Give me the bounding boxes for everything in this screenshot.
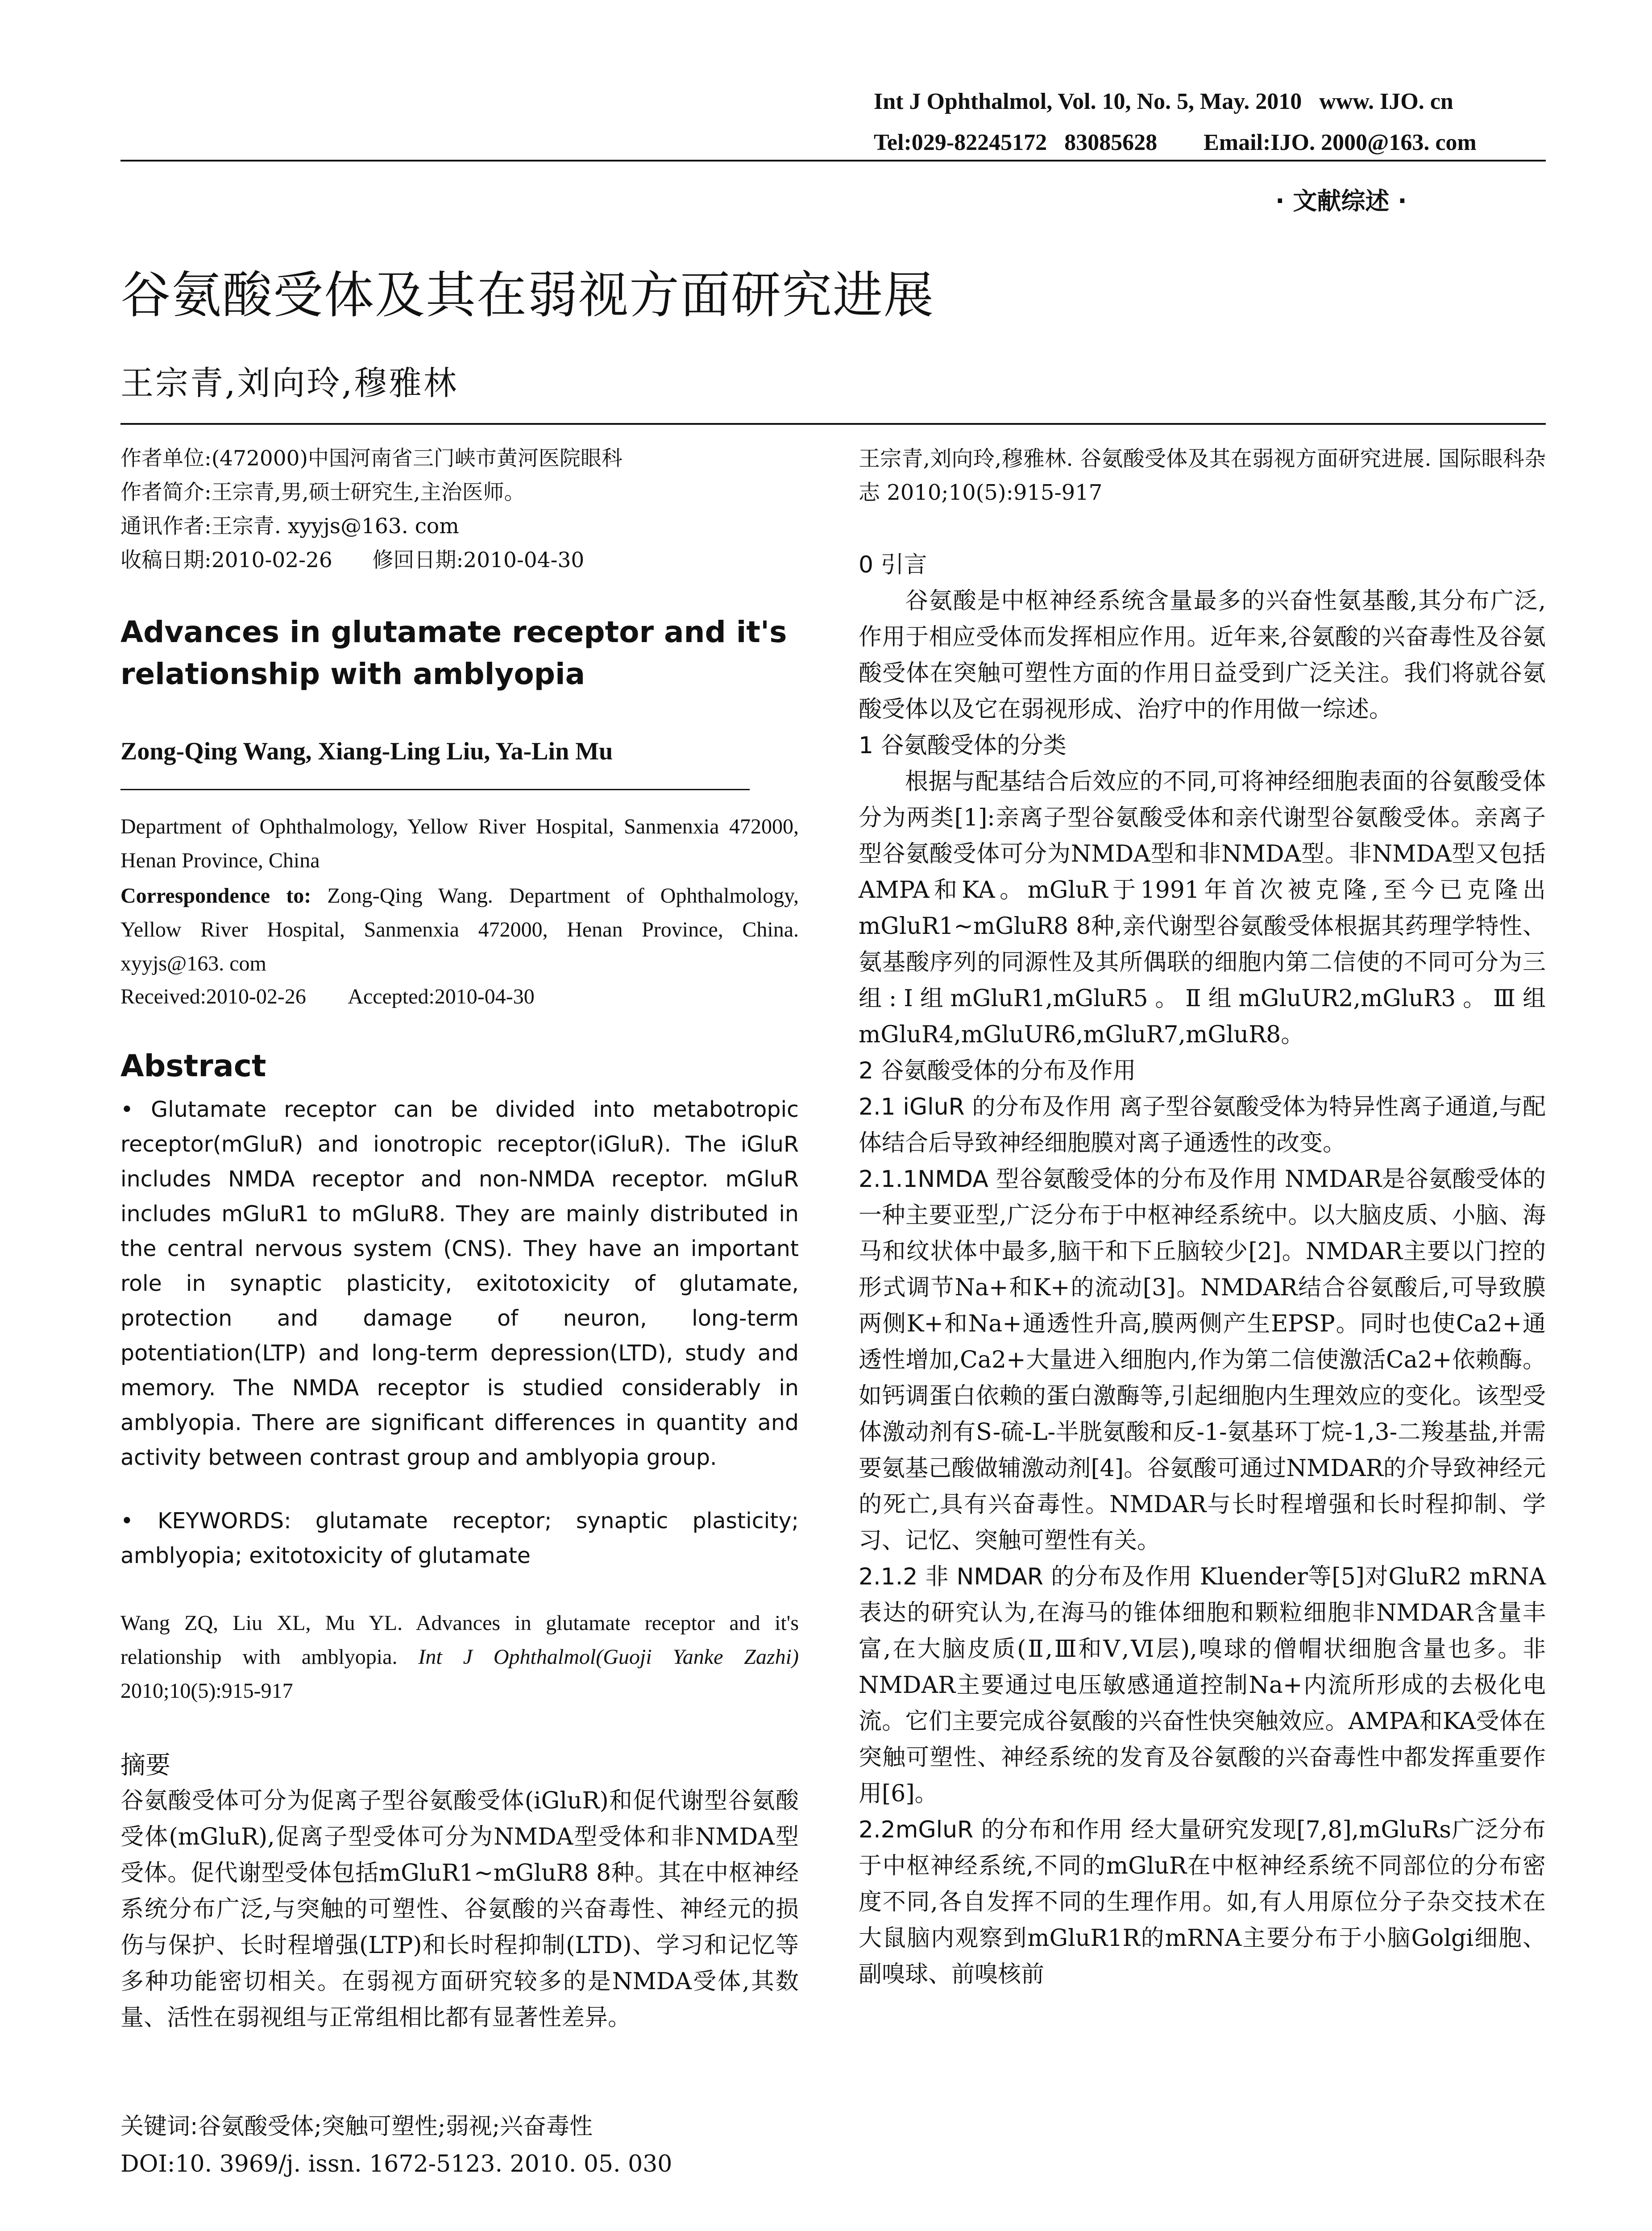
correspondence-label: Correspondence to:: [120, 884, 311, 908]
title-rule: [120, 423, 1546, 425]
section-0-body: 谷氨酸是中枢神经系统含量最多的兴奋性氨基酸,其分布广泛,作用于相应受体而发挥相应作用。近年来,谷氨酸的兴奋毒性及谷氨酸受体在突触可塑性方面的作用日益受到广泛关注。我们将就谷氨酸受体以及它在弱视形成、治疗中的作用做一综述。: [859, 588, 1546, 723]
affiliation-en: Department of Ophthalmology, Yellow River Hospital, Sanmenxia 472000, Henan Province, China: [120, 815, 799, 872]
authors-en: Zong-Qing Wang, Xiang-Ling Liu, Ya-Lin Mu: [120, 738, 613, 765]
abstract-heading: Abstract: [120, 1049, 266, 1084]
keywords-zh-label: 关键词:: [120, 2113, 198, 2140]
doi: DOI:10. 3969/j. issn. 1672-5123. 2010. 05. 030: [120, 2151, 672, 2177]
section-2-1: [859, 1089, 1546, 1161]
citation-journal: Int J Ophthalmol(Guoji Yanke Zazhi): [418, 1645, 799, 1669]
author-bio: 作者简介:王宗青,男,硕士研究生,主治医师。: [120, 480, 525, 505]
abstract-zh-body: 谷氨酸受体可分为促离子型谷氨酸受体(iGluR)和促代谢型谷氨酸受体(mGluR),促离子型受体可分为NMDA型受体和非NMDA型受体。促代谢型受体包括mGluR1~mGluR8 8种。其在中枢神经系统分布广泛,与突触的可塑性、谷氨酸的兴奋毒性、神经元的损伤与保护、长时程增强(LTP)和长时程抑制(LTD)、学习和记忆等多种功能密切相关。在弱视方面研究较多的是NMDA受体,其数量、活性在弱视组与正常组相比都有显著性差异。: [120, 1787, 799, 2031]
section-0-heading: 0 引言: [859, 552, 927, 578]
keywords-zh-text: 谷氨酸受体;突触可塑性;弱视;兴奋毒性: [198, 2113, 593, 2140]
correspondence-text: Zong-Qing Wang. Department of Ophthalmology, Yellow River Hospital, Sanmenxia 472000, Henan Province, China. xyyjs@163. com: [120, 884, 799, 975]
correspondence-en: [120, 879, 799, 981]
section-2-2-heading: 2.2mGluR 的分布和作用: [859, 1816, 1123, 1843]
journal-header-line2: Tel:029-82245172 83085628 Email:IJO. 2000@163. com: [874, 130, 1477, 155]
section-2-2: [859, 1812, 1546, 1993]
abstract-zh-heading: 摘要: [120, 1751, 170, 1780]
section-2-1-2: [859, 1559, 1546, 1812]
page-title: 谷氨酸受体及其在弱视方面研究进展: [120, 266, 934, 324]
section-2-1-body: 离子型谷氨酸受体为特异性离子通道,与配体结合后导致神经细胞膜对离子通透性的改变。: [859, 1094, 1546, 1157]
main-body: [859, 547, 1546, 1993]
citation-zh: 王宗青,刘向玲,穆雅林. 谷氨酸受体及其在弱视方面研究进展. 国际眼科杂志 2010;10(5):915-917: [859, 446, 1546, 505]
section-2-1-heading: 2.1 iGluR 的分布及作用: [859, 1094, 1112, 1120]
section-label: · 文献综述 ·: [1275, 187, 1407, 215]
author-info: [120, 442, 799, 577]
section-2-1-1-body: NMDAR是谷氨酸受体的一种主要亚型,广泛分布于中枢神经系统中。以大脑皮质、小脑、海马和纹状体中最多,脑干和下丘脑较少[2]。NMDAR主要以门控的形式调节Na+和K+的流动[3]。NMDAR结合谷氨酸后,可导致膜两侧K+和Na+通透性升高,膜两侧产生EPSP。同时也使Ca2+通透性增加,Ca2+大量进入细胞内,作为第二信使激活Ca2+依赖酶。如钙调蛋白依赖的蛋白激酶等,引起细胞内生理效应的变化。该型受体激动剂有S-硫-L-半胱氨酸和反-1-氨基环丁烷-1,3-二羧基盐,并需要氨基己酸做辅激动剂[4]。谷氨酸可通过NMDAR的介导致神经元的死亡,具有兴奋毒性。NMDAR与长时程增强和长时程抑制、学习、记忆、突触可塑性有关。: [859, 1166, 1546, 1554]
section-2-1-1-heading: 2.1.1NMDA 型谷氨酸受体的分布及作用: [859, 1166, 1278, 1193]
dates-zh: 收稿日期:2010-02-26 修回日期:2010-04-30: [120, 548, 585, 572]
keywords-en: • KEYWORDS: glutamate receptor; synaptic plasticity; amblyopia; exitotoxicity of glutamate: [120, 1508, 799, 1568]
corresponding-author: 通讯作者:王宗青. xyyjs@163. com: [120, 514, 459, 539]
received-en: Received:2010-02-26 Accepted:2010-04-30: [120, 985, 535, 1008]
citation-en: Wang ZQ, Liu XL, Mu YL. Advances in glutamate receptor and it's relationship with amblyopia. Int J Ophthalmol(Guoji Yanke Zazhi) 2010;10(5):915-917: [120, 1611, 799, 1703]
header-rule: [120, 160, 1546, 162]
keywords-zh: [120, 2109, 799, 2145]
authors-zh: 王宗青,刘向玲,穆雅林: [120, 364, 459, 402]
section-1-body: 根据与配基结合后效应的不同,可将神经细胞表面的谷氨酸受体分为两类[1]:亲离子型谷氨酸受体和亲代谢型谷氨酸受体。亲离子型谷氨酸受体可分为NMDA型和非NMDA型。非NMDA型又包括AMPA和KA。mGluR于1991年首次被克隆,至今已克隆出mGluR1~mGluR8 8种,亲代谢型谷氨酸受体根据其药理学特性、氨基酸序列的同源性及其所偶联的细胞内第二信使的不同可分为三组:Ⅰ组mGluR1,mGluR5。Ⅱ组mGluUR2,mGluR3。Ⅲ组mGluR4,mGluUR6,mGluR7,mGluR8。: [859, 768, 1546, 1048]
section-2-heading: 2 谷氨酸受体的分布及作用: [859, 1057, 1136, 1084]
authors-en-rule: [120, 789, 750, 790]
section-2-1-1: [859, 1161, 1546, 1559]
author-unit: 作者单位:(472000)中国河南省三门峡市黄河医院眼科: [120, 446, 623, 471]
title-en: Advances in glutamate receptor and it's relationship with amblyopia: [120, 615, 787, 691]
abstract-body: • Glutamate receptor can be divided into metabotropic receptor(mGluR) and ionotropic receptor(iGluR). The iGluR includes NMDA receptor and non-NMDA receptor. mGluR includes mGluR1 to mGluR8. They are mainly distributed in the central nervous system (CNS). They have an important role in synaptic plasticity, exitotoxicity of glutamate, protection and damage of neuron, long-term potentiation(LTP) and long-term depression(LTD), study and memory. The NMDA receptor is studied considerably in amblyopia. There are significant differences in quantity and activity between contrast group and amblyopia group.: [120, 1097, 799, 1470]
section-1-heading: 1 谷氨酸受体的分类: [859, 732, 1067, 759]
section-2-2-body: 经大量研究发现[7,8],mGluRs广泛分布于中枢神经系统,不同的mGluR在中枢神经系统不同部位的分布密度不同,各自发挥不同的生理作用。如,有人用原位分子杂交技术在大鼠脑内观察到mGluR1R的mRNA主要分布于小脑Golgi细胞、副嗅球、前嗅核前: [859, 1816, 1546, 1988]
journal-header-line1: Int J Ophthalmol, Vol. 10, No. 5, May. 2010 www. IJO. cn: [874, 89, 1453, 114]
section-2-1-2-heading: 2.1.2 非 NMDAR 的分布及作用: [859, 1563, 1192, 1590]
section-2-1-2-body: Kluender等[5]对GluR2 mRNA表达的研究认为,在海马的锥体细胞和颗粒细胞非NMDAR含量丰富,在大脑皮质(Ⅱ,Ⅲ和Ⅴ,Ⅵ层),嗅球的僧帽状细胞含量也多。非NMDAR主要通过电压敏感通道控制Na+内流所形成的去极化电流。它们主要完成谷氨酸的兴奋性快突触效应。AMPA和KA受体在突触可塑性、神经系统的发育及谷氨酸的兴奋毒性中都发挥重要作用[6]。: [859, 1563, 1546, 1807]
